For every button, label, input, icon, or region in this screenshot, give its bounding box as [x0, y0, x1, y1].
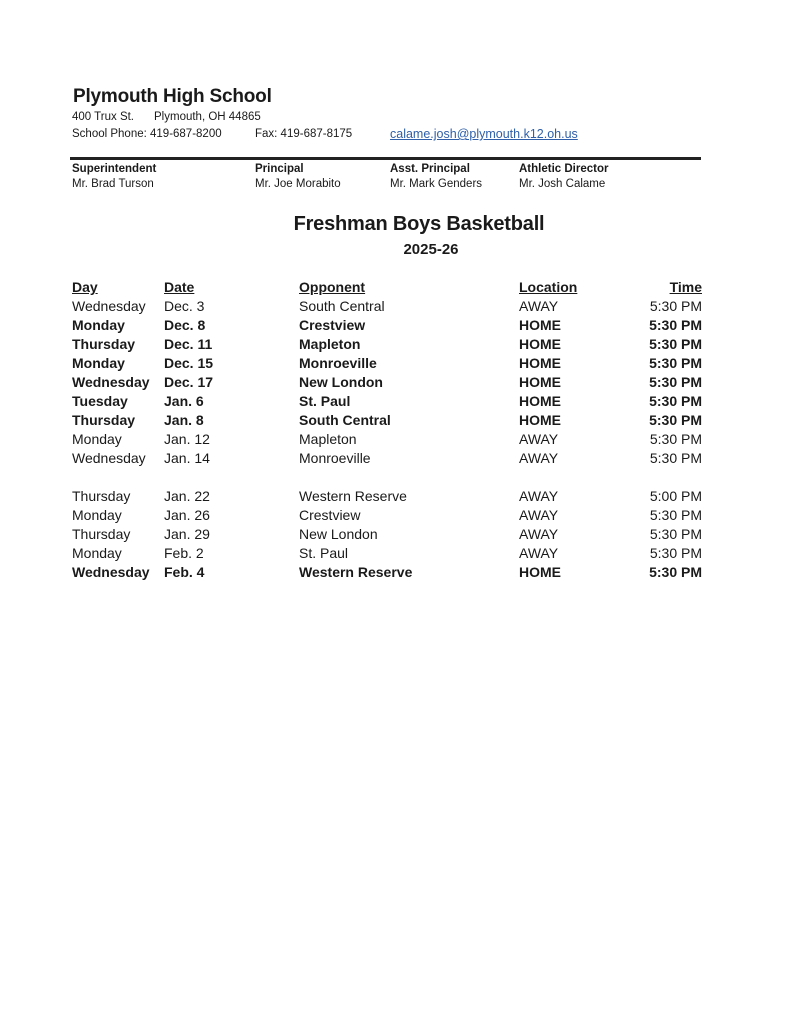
game-day: Wednesday [72, 298, 146, 314]
staff-name: Mr. Joe Morabito [255, 178, 341, 190]
game-opponent: Western Reserve [299, 488, 407, 504]
staff-role: Athletic Director [519, 163, 609, 175]
game-location: AWAY [519, 545, 559, 561]
game-day: Monday [72, 355, 125, 371]
game-location: HOME [519, 393, 561, 409]
staff-role: Asst. Principal [390, 163, 470, 175]
game-time: 5:30 PM [649, 374, 702, 390]
table-row [72, 430, 702, 449]
school-name: Plymouth High School [73, 86, 272, 107]
game-opponent: Western Reserve [299, 564, 413, 580]
game-day: Tuesday [72, 393, 128, 409]
column-header-location: Location [519, 279, 578, 295]
game-time: 5:30 PM [649, 317, 702, 333]
column-header-day: Day [72, 279, 98, 295]
game-time: 5:30 PM [649, 431, 702, 447]
contact-line [72, 128, 712, 140]
game-time: 5:30 PM [649, 393, 702, 409]
schedule-season: 2025-26 [403, 241, 459, 258]
game-date: Jan. 29 [164, 526, 210, 542]
city-state-zip: Plymouth, OH 44865 [154, 111, 261, 123]
game-day: Wednesday [72, 374, 150, 390]
game-date: Dec. 15 [164, 355, 214, 371]
game-opponent: South Central [299, 412, 391, 428]
table-row [72, 335, 702, 354]
game-opponent: Monroeville [299, 450, 371, 466]
game-day: Thursday [72, 526, 131, 542]
game-date: Dec. 11 [164, 336, 213, 352]
game-date: Jan. 14 [164, 450, 210, 466]
game-time: 5:30 PM [649, 450, 702, 466]
table-row [72, 373, 702, 392]
game-location: HOME [519, 355, 561, 371]
table-row [72, 563, 702, 582]
game-opponent: Crestview [299, 507, 361, 523]
fax-number: Fax: 419-687-8175 [255, 128, 353, 140]
game-time: 5:30 PM [649, 412, 702, 428]
game-date: Jan. 26 [164, 507, 210, 523]
staff-name: Mr. Mark Genders [390, 178, 483, 190]
street-address: 400 Trux St. [72, 111, 135, 123]
game-location: AWAY [519, 526, 559, 542]
staff-athletic-director [519, 163, 608, 190]
table-header [72, 278, 702, 297]
game-date: Feb. 4 [164, 564, 205, 580]
game-location: HOME [519, 564, 561, 580]
game-opponent: Mapleton [299, 431, 357, 447]
schedule-title: Freshman Boys Basketball [293, 213, 545, 235]
table-row [72, 525, 702, 544]
game-location: AWAY [519, 488, 559, 504]
game-opponent: South Central [299, 298, 385, 314]
game-time: 5:30 PM [649, 298, 702, 314]
game-opponent: St. Paul [299, 393, 351, 409]
column-header-opponent: Opponent [299, 279, 366, 295]
game-time: 5:30 PM [649, 336, 702, 352]
staff-role: Superintendent [72, 163, 157, 175]
game-location: AWAY [519, 298, 559, 314]
header-divider [70, 157, 701, 160]
email-link[interactable]: calame.josh@plymouth.k12.oh.us [390, 127, 578, 141]
game-opponent: New London [299, 526, 378, 542]
game-time: 5:30 PM [649, 507, 702, 523]
staff-asst-principal [390, 163, 482, 190]
schedule-table [72, 278, 702, 582]
game-opponent: St. Paul [299, 545, 349, 561]
game-time: 5:30 PM [649, 545, 702, 561]
game-day: Thursday [72, 488, 131, 504]
game-day: Thursday [72, 412, 136, 428]
game-location: AWAY [519, 507, 559, 523]
game-day: Monday [72, 507, 122, 523]
table-row [72, 487, 702, 506]
game-opponent: Monroeville [299, 355, 377, 371]
table-row [72, 392, 702, 411]
game-day: Monday [72, 545, 122, 561]
table-row [72, 506, 702, 525]
game-date: Dec. 17 [164, 374, 214, 390]
staff-principal [255, 163, 341, 190]
game-opponent: New London [299, 374, 383, 390]
game-day: Thursday [72, 336, 136, 352]
address-line [72, 111, 261, 123]
column-header-time: Time [669, 279, 702, 295]
game-date: Jan. 22 [164, 488, 210, 504]
game-location: AWAY [519, 431, 559, 447]
game-date: Jan. 6 [164, 393, 204, 409]
game-location: HOME [519, 336, 561, 352]
game-location: AWAY [519, 450, 559, 466]
game-location: HOME [519, 317, 561, 333]
column-header-date: Date [164, 279, 195, 295]
game-date: Jan. 12 [164, 431, 210, 447]
table-row [72, 316, 702, 335]
game-time: 5:00 PM [649, 488, 702, 504]
table-row [72, 297, 702, 316]
game-date: Feb. 2 [164, 545, 204, 561]
game-opponent: Mapleton [299, 336, 361, 352]
game-date: Dec. 8 [164, 317, 206, 333]
game-time: 5:30 PM [649, 355, 702, 371]
game-day: Monday [72, 317, 125, 333]
game-time: 5:30 PM [649, 564, 702, 580]
game-day: Wednesday [72, 564, 150, 580]
school-phone: School Phone: 419-687-8200 [72, 128, 222, 140]
game-location: HOME [519, 412, 561, 428]
staff-name: Mr. Josh Calame [519, 178, 606, 190]
game-time: 5:30 PM [649, 526, 702, 542]
game-location: HOME [519, 374, 561, 390]
staff-role: Principal [255, 163, 304, 175]
game-date: Jan. 8 [164, 412, 204, 428]
game-day: Wednesday [72, 450, 146, 466]
game-opponent: Crestview [299, 317, 366, 333]
game-date: Dec. 3 [164, 298, 205, 314]
table-row [72, 354, 702, 373]
staff-name: Mr. Brad Turson [72, 178, 154, 190]
game-day: Monday [72, 431, 122, 447]
table-row [72, 449, 702, 468]
staff-superintendent [72, 163, 156, 190]
table-row [72, 411, 702, 430]
table-row [72, 544, 702, 563]
